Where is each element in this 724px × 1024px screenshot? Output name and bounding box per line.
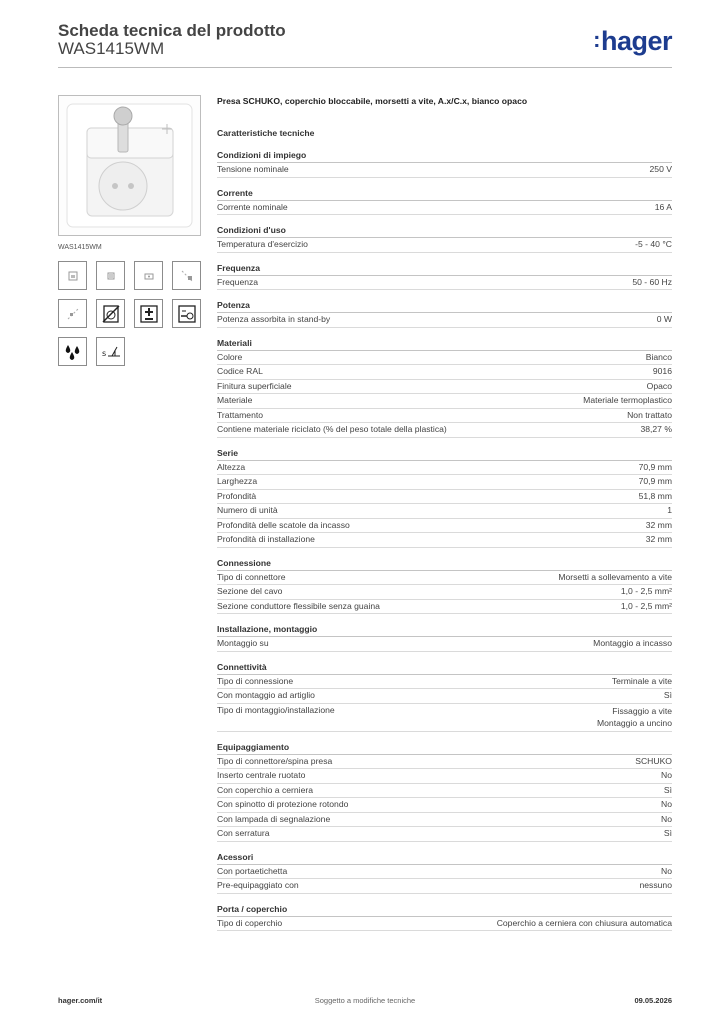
hager-logo: :hager <box>593 26 672 56</box>
product-sidebar <box>58 95 201 366</box>
spec-value: SCHUKO <box>635 755 672 766</box>
spec-label: Corrente nominale <box>217 201 288 212</box>
spec-value: No <box>661 799 672 809</box>
spec-label: Con spinotto di protezione rotondo <box>217 799 349 809</box>
spec-label: Inserto centrale ruotato <box>217 770 306 780</box>
spec-label: Tipo di connettore <box>217 571 286 582</box>
spec-section <box>217 851 672 894</box>
spec-row <box>217 813 672 828</box>
section-title: Equipaggiamento <box>217 741 672 755</box>
spec-section <box>217 661 672 732</box>
spec-section <box>217 187 672 216</box>
spec-value: No <box>661 813 672 824</box>
spec-value: 0 W <box>656 314 672 324</box>
spec-value: Montaggio a incasso <box>593 638 672 648</box>
spec-section <box>217 224 672 253</box>
spec-label: Altezza <box>217 461 246 472</box>
spec-label: Sezione del cavo <box>217 586 283 596</box>
header-divider <box>58 67 672 68</box>
socket-icon <box>58 261 87 290</box>
spec-value: Coperchio a cerniera con chiusura automatica <box>496 917 672 928</box>
spec-section <box>217 447 672 548</box>
spec-value: Materiale termoplastico <box>583 395 672 405</box>
product-image <box>58 95 201 236</box>
spec-value: 1,0 - 2,5 mm² <box>620 600 672 611</box>
spec-value: Fissaggio a vite Montaggio a uncino <box>596 705 672 728</box>
spec-section <box>217 903 672 932</box>
spec-value: 38,27 % <box>640 424 672 434</box>
spec-row <box>217 755 672 770</box>
spec-label: Numero di unità <box>217 505 278 515</box>
section-title: Porta / coperchio <box>217 903 672 917</box>
water-drops-icon <box>58 337 87 366</box>
spec-section <box>217 149 672 178</box>
spec-row <box>217 490 672 505</box>
spec-label: Pre-equipaggiato con <box>217 880 299 890</box>
section-title: Condizioni d'uso <box>217 224 672 238</box>
section-title: Installazione, montaggio <box>217 623 672 637</box>
spec-value: -5 - 40 °C <box>635 239 672 249</box>
spec-label: Con portaetichetta <box>217 865 288 876</box>
spec-value: Sì <box>663 690 672 700</box>
page-title: Scheda tecnica del prodotto <box>58 21 286 40</box>
spec-row <box>217 704 672 732</box>
spec-row <box>217 461 672 476</box>
spec-label: Tipo di coperchio <box>217 917 283 928</box>
spec-row <box>217 504 672 519</box>
spec-label: Materiale <box>217 395 253 405</box>
spec-sections <box>217 149 672 931</box>
spec-label: Con lampada di segnalazione <box>217 813 331 824</box>
spec-row <box>217 769 672 784</box>
spec-row <box>217 163 672 178</box>
spec-label: Tipo di montaggio/installazione <box>217 704 335 715</box>
spec-row <box>217 675 672 690</box>
child-protection-icon <box>134 299 163 328</box>
spec-section <box>217 299 672 328</box>
spec-value: 51,8 mm <box>638 490 672 501</box>
spec-row <box>217 571 672 586</box>
spec-section <box>217 741 672 842</box>
section-title: Condizioni di impiego <box>217 149 672 163</box>
spec-row <box>217 365 672 380</box>
switch-symbol-icon <box>96 337 125 366</box>
plug-icon <box>172 299 201 328</box>
spec-label: Profondità di installazione <box>217 534 315 544</box>
spec-label: Montaggio su <box>217 638 269 648</box>
spec-label: Finitura superficiale <box>217 380 292 391</box>
spec-row <box>217 475 672 490</box>
spec-value: 1 <box>667 505 672 515</box>
spec-value: Non trattato <box>627 409 672 420</box>
spec-label: Contiene materiale riciclato (% del peso totale della plastica) <box>217 424 447 434</box>
spec-section <box>217 262 672 291</box>
spec-label: Con serratura <box>217 828 270 838</box>
spec-label: Con coperchio a cerniera <box>217 784 314 795</box>
spec-value: 50 - 60 Hz <box>632 276 672 287</box>
section-title: Connettività <box>217 661 672 675</box>
spec-row <box>217 238 672 253</box>
footer-date: 09.05.2026 <box>634 996 672 1005</box>
spec-row <box>217 351 672 366</box>
spec-row <box>217 917 672 932</box>
spec-value: 9016 <box>652 366 672 376</box>
spec-label: Codice RAL <box>217 366 263 376</box>
spec-section <box>217 557 672 615</box>
spec-row <box>217 409 672 424</box>
spec-label: Colore <box>217 351 243 362</box>
spec-label: Con montaggio ad artiglio <box>217 690 315 700</box>
spec-value: 1,0 - 2,5 mm² <box>620 586 672 596</box>
socket-icon <box>134 261 163 290</box>
spec-row <box>217 585 672 600</box>
spec-row <box>217 879 672 894</box>
spec-row <box>217 600 672 615</box>
spec-row <box>217 827 672 842</box>
spec-label: Profondità <box>217 490 257 501</box>
certification-icons <box>58 261 201 366</box>
spec-row <box>217 519 672 534</box>
spec-label: Tensione nominale <box>217 164 289 174</box>
arrow-icon <box>172 261 201 290</box>
spec-row <box>217 533 672 548</box>
no-dishwasher-icon <box>96 299 125 328</box>
spec-label: Tipo di connessione <box>217 675 294 686</box>
spec-label: Potenza assorbita in stand-by <box>217 314 331 324</box>
footer-website[interactable]: hager.com/it <box>58 996 103 1005</box>
spec-value: Sì <box>663 828 672 838</box>
spec-value: 250 V <box>649 164 672 174</box>
spec-row <box>217 276 672 291</box>
spec-row <box>217 784 672 799</box>
image-caption: WAS1415WM <box>58 244 102 251</box>
section-title: Potenza <box>217 299 672 313</box>
spec-value: 32 mm <box>645 534 672 544</box>
footer-notice: Soggetto a modifiche tecniche <box>314 996 416 1005</box>
spec-label: Sezione conduttore flessibile senza guaina <box>217 600 380 611</box>
svg-text:s: s <box>101 348 106 358</box>
section-title: Materiali <box>217 337 672 351</box>
product-code: WAS1415WM <box>58 39 165 58</box>
tech-heading: Caratteristiche tecniche <box>217 128 315 138</box>
spec-value: 32 mm <box>645 519 672 530</box>
spec-value: Sì <box>663 784 672 795</box>
spec-content <box>217 95 672 940</box>
spec-label: Larghezza <box>217 476 258 486</box>
spec-value: No <box>661 865 672 876</box>
spec-value: Opaco <box>646 380 672 391</box>
spec-value: No <box>661 770 672 780</box>
section-title: Corrente <box>217 187 672 201</box>
section-title: Acessori <box>217 851 672 865</box>
spec-label: Profondità delle scatole da incasso <box>217 519 350 530</box>
spec-section <box>217 337 672 438</box>
spec-section <box>217 623 672 652</box>
spec-label: Frequenza <box>217 276 259 287</box>
arrow-icon <box>58 299 87 328</box>
spec-value: 70,9 mm <box>638 476 672 486</box>
spec-label: Trattamento <box>217 409 264 420</box>
spec-value: 70,9 mm <box>638 461 672 472</box>
spec-value: nessuno <box>639 880 672 890</box>
spec-value: Morsetti a sollevamento a vite <box>558 571 672 582</box>
section-title: Connessione <box>217 557 672 571</box>
socket-icon <box>96 261 125 290</box>
section-title: Frequenza <box>217 262 672 276</box>
spec-value: 16 A <box>654 201 672 212</box>
spec-label: Tipo di connettore/spina presa <box>217 755 333 766</box>
spec-row <box>217 201 672 216</box>
spec-row <box>217 380 672 395</box>
spec-row <box>217 689 672 704</box>
spec-row <box>217 865 672 880</box>
spec-row <box>217 798 672 813</box>
spec-label: Temperatura d'esercizio <box>217 239 308 249</box>
spec-row <box>217 423 672 438</box>
product-description: Presa SCHUKO, coperchio bloccabile, morsetti a vite, A.x/C.x, bianco opaco <box>217 96 528 106</box>
spec-value: Terminale a vite <box>611 675 672 686</box>
section-title: Serie <box>217 447 672 461</box>
spec-row <box>217 313 672 328</box>
spec-value: Bianco <box>645 351 672 362</box>
spec-row <box>217 394 672 409</box>
spec-row <box>217 637 672 652</box>
